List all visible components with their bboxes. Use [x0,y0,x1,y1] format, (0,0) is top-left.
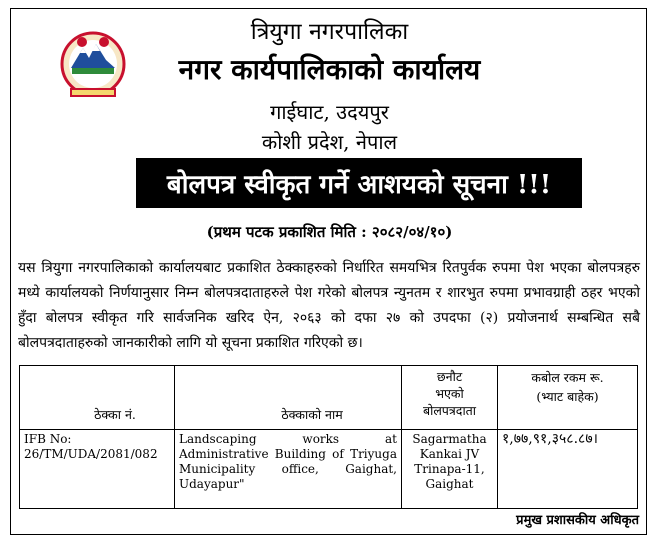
header-amount-line2: (भ्याट बाहेक) [536,389,599,404]
award-table [19,365,638,509]
header-bidder-line2: भएको [435,386,464,401]
header-amount-line1: कबोल रकम रू. [531,370,604,385]
header-contract-name [175,366,402,430]
header-contract-no-label: ठेक्का नं. [94,407,136,422]
cell-amount: १,७७,९१,३५८.८७। [498,430,638,509]
table-header-row [20,366,638,430]
notice-body: यस त्रियुगा नगरपालिकाको कार्यालयबाट प्रकाशित ठेक्काहरुको निर्धारित समयभित्र रितपुर्वक रुपमा पेश भएका बोलपत्रहरु मध्ये कार्यालयको निर्णयानुसार निम्न बोलपत्रदाताहरुले पेश गरेको बोलपत्र न्युनतम र शारभुत रुपमा प्रभावग्राही ठहर भएको हुँदा बोलपत्र स्वीकृत गरि सार्वजनिक खरिद ऐन, २०६३ को दफा २७ को उपदफा (२) प्रयोजनार्थ सम्बन्धित सबै बोलपत्रदाताहरुको जानकारीको लागि यो सूचना प्रकाशित गरिएको छ। [18,260,640,351]
header-bidder [402,366,498,430]
signature-title: प्रमुख प्रशासकीय अधिकृत [516,513,639,528]
published-date: (प्रथम पटक प्रकाशित मिति : २०८२/०४/१०) [206,223,453,241]
cell-contract-no: IFB No: 26/TM/UDA/2081/082 [20,430,175,509]
header-contract-name-label: ठेक्काको नाम [281,407,343,422]
header-bidder-line3: बोलपत्रदाता [422,403,477,418]
province-name: कोशी प्रदेश, नेपाल [261,130,398,154]
notice-title-banner [136,158,582,208]
header-amount [498,366,638,430]
header-bidder-line1: छनौट [436,369,463,384]
office-location: गाईघाट, उदयपुर [270,100,389,124]
table-row [20,430,638,509]
municipality-name: त्रियुगा नगरपालिका [250,19,409,45]
cell-bidder: Sagarmatha Kankai JV Trinapa-11, Gaighat [402,430,498,509]
office-name: नगर कार्यपालिकाको कार्यालय [178,53,481,86]
header-contract-no [20,366,175,430]
notice-title: बोलपत्र स्वीकृत गर्ने आशयको सूचना !!! [166,170,552,200]
cell-contract-name: Landscaping works at Administrative Building of Triyuga Municipality office, Gaighat, Udayapur" [175,430,402,509]
